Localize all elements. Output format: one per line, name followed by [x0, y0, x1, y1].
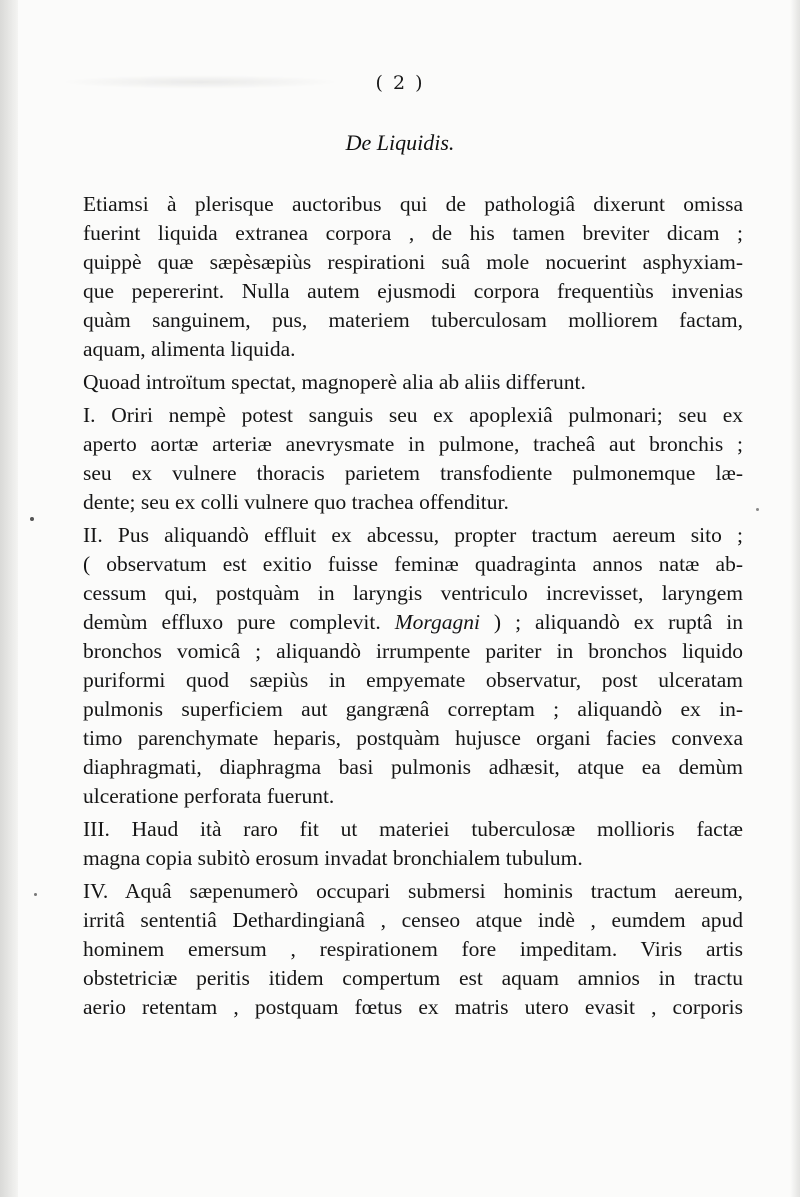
page-edge-shadow-right	[790, 0, 800, 1197]
text-line: seu ex vulnere thoracis parietem transfodiente pulmonemque læ-	[83, 461, 743, 485]
text-line: Quoad introïtum spectat, magnoperè alia ab aliis differunt.	[83, 370, 586, 394]
paragraph-section-iii	[83, 815, 743, 873]
text-line: dente; seu ex colli vulnere quo trachea offenditur.	[83, 490, 509, 514]
text-line: III. Haud ità raro fit ut materiei tuberculosæ mollioris factæ	[83, 817, 743, 841]
text-line: ulceratione perforata fuerunt.	[83, 784, 335, 808]
page-edge-shadow-left	[0, 0, 18, 1197]
ink-speck	[30, 517, 34, 521]
ink-speck	[756, 508, 759, 511]
text-line: demùm effluxo pure complevit. Morgagni ) ; aliquandò ex ruptâ in	[83, 610, 743, 634]
page-number: ( 2 )	[375, 72, 425, 94]
paragraph-intro	[83, 190, 743, 364]
text-line: II. Pus aliquandò effluit ex abcessu, propter tractum aereum sito ;	[83, 523, 743, 547]
text-line: obstetriciæ peritis itidem compertum est aquam amnios in tractu	[83, 966, 743, 990]
text-line: Etiamsi à plerisque auctoribus qui de pathologiâ dixerunt omissa	[83, 192, 743, 216]
text-line: irritâ sententiâ Dethardingianâ , censeo atque indè , eumdem apud	[83, 908, 743, 932]
paragraph-section-ii	[83, 521, 743, 811]
body-text	[83, 186, 743, 1022]
citation-author: Morgagni	[394, 610, 480, 634]
text-line: quàm sanguinem, pus, materiem tuberculosam molliorem factam,	[83, 308, 743, 332]
ink-speck	[34, 893, 37, 896]
text-line: fuerint liquida extranea corpora , de his tamen breviter dicam ;	[83, 221, 743, 245]
text-line: cessum qui, postquàm in laryngis ventriculo increvisset, laryngem	[83, 581, 743, 605]
text-line: quippè quæ sæpèsæpiùs respirationi suâ mole nocuerint asphyxiam-	[83, 250, 743, 274]
text-line: magna copia subitò erosum invadat bronchialem tubulum.	[83, 846, 583, 870]
paragraph-introitus	[83, 368, 743, 397]
text-line: bronchos vomicâ ; aliquandò irrumpente pariter in bronchos liquido	[83, 639, 743, 663]
text-line: aquam, alimenta liquida.	[83, 337, 296, 361]
text-line: timo parenchymate heparis, postquàm hujusce organi facies convexa	[83, 726, 743, 750]
text-line: hominem emersum , respirationem fore impeditam. Viris artis	[83, 937, 743, 961]
text-line: que pepererint. Nulla autem ejusmodi corpora frequentiùs invenias	[83, 279, 743, 303]
text-line: pulmonis superficiem aut gangrænâ correptam ; aliquandò ex in-	[83, 697, 743, 721]
text-line: diaphragmati, diaphragma basi pulmonis adhæsit, atque ea demùm	[83, 755, 743, 779]
text-line: puriformi quod sæpiùs in empyemate observatur, post ulceratam	[83, 668, 743, 692]
text-line: ( observatum est exitio fuisse feminæ quadraginta annos natæ ab-	[83, 552, 743, 576]
text-line: aperto aortæ arteriæ anevrysmate in pulmone, tracheâ aut bronchis ;	[83, 432, 743, 456]
paragraph-section-i	[83, 401, 743, 517]
section-heading: De Liquidis.	[345, 130, 455, 155]
text-line: IV. Aquâ sæpenumerò occupari submersi hominis tractum aereum,	[83, 879, 743, 903]
text-line: aerio retentam , postquam fœtus ex matris utero evasit , corporis	[83, 995, 743, 1019]
text-line: I. Oriri nempè potest sanguis seu ex apoplexiâ pulmonari; seu ex	[83, 403, 743, 427]
paragraph-section-iv	[83, 877, 743, 1022]
